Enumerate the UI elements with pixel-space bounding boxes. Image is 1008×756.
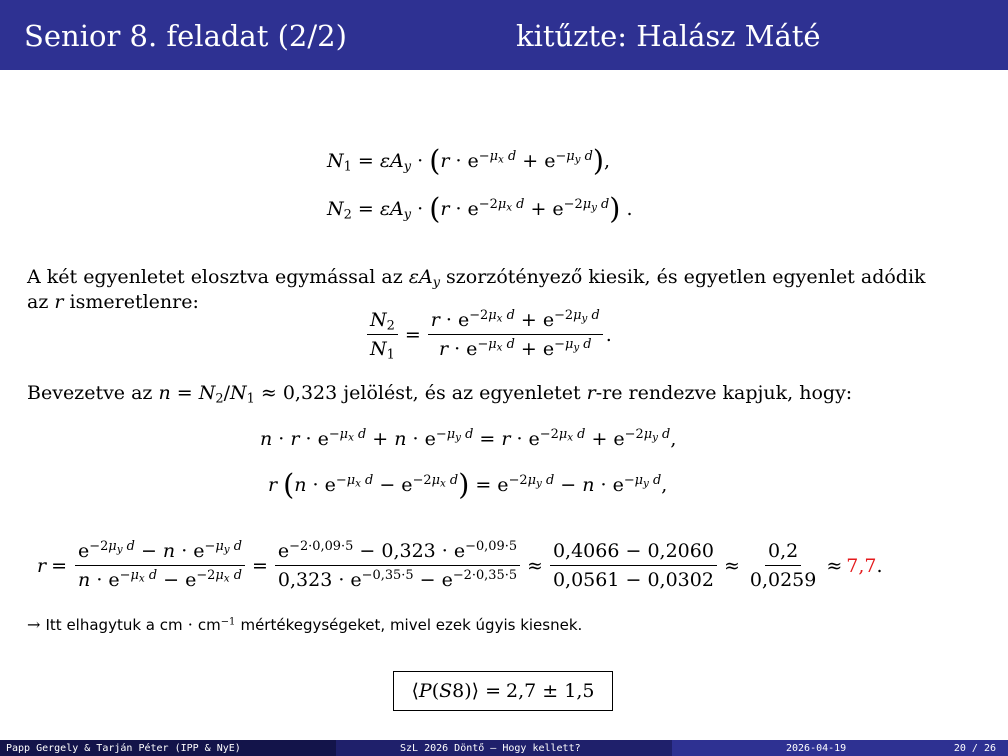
footer-authors: Papp Gergely & Tarján Péter (IPP & NyE) — [0, 740, 336, 756]
footer-date: 2026-04-19 — [786, 742, 847, 754]
footer-meta — [672, 740, 1008, 756]
slide-footer — [0, 740, 1008, 756]
simplified-numerator: 0,2 — [765, 540, 801, 566]
equation-result: r = $\frac{e^{-2\mu_y d} - n \cdot e^{-\mu_y d}}{n \cdot e^{-\mu_x d} - e^{-2\mu_x d}}$ = $\frac{e^{-2\cdot 0,09\cdot 5} - 0,323 \cdot e^{-0,09\cdot 5}}{0,323 \cdot e^{-0,35\cdot 5} - e^{-2\cdot 0,35\cdot 5}}$ ≈ $\frac{0,4066 - 0,2060}{0,0561 - 0,0302}$ ≈ $\frac{0,2}{0,0259}$ ≈ 7,7 . — [37, 538, 883, 591]
equation-rearranged-2: r $(n \cdot e^{-\mu_x d} - e^{-2\mu_x d}) = e^{-2\mu_y d} - n \cdot e^{-\mu_y d}$, — [268, 468, 668, 502]
paragraph-1-line-1: A két egyenletet elosztva egymással az $\varepsilon A_y$ szorzótényező kiesik, és egyetlen egyenlet adódik — [27, 266, 926, 291]
simplified-denominator: 0,0259 — [749, 569, 817, 591]
slide-author: kitűzte: Halász Máté — [516, 19, 821, 53]
result-value: 7,7 — [846, 554, 877, 577]
slide-title: Senior 8. feladat (2/2) — [24, 19, 347, 53]
footer-page-number: 20 / 26 — [953, 742, 996, 754]
final-answer-box: ⟨ P ( S 8)⟩ = 2,7 ± 1,5 — [393, 671, 613, 711]
equation-n2: $N_2 = \varepsilon A_y \cdot (r \cdot e^{-2\mu_x d} + e^{-2\mu_y d})$ . — [327, 192, 633, 226]
units-note: → Itt elhagytuk a cm · $cm^{-1}$ mértékegységeket, mivel ezek úgyis kiesnek. — [27, 615, 583, 634]
equation-n1: $N_1 = \varepsilon A_y \cdot (r \cdot e^{-\mu_x d} + e^{-\mu_y d})$, — [327, 144, 611, 178]
paragraph-1-line-2: az r ismeretlenre: — [27, 291, 199, 313]
paragraph-2: Bevezetve az $n = N_2/N_1 \approx 0,323$ jelölést, és az egyenletet r-re rendezve kapjuk, hogy: — [27, 382, 853, 407]
equation-rearranged-1: $n \cdot r \cdot e^{-\mu_x d} + n \cdot e^{-\mu_y d} = r \cdot e^{-2\mu_x d} + e^{-2\mu_y d}$, — [260, 426, 677, 450]
footer-event: SzL 2026 Döntő – Hogy kellett? — [336, 740, 672, 756]
slide-header — [0, 0, 1008, 70]
equation-ratio: $\frac{N_2}{N_1}$ = $\frac{r \cdot e^{-2\mu_x d} + e^{-2\mu_y d}}{r \cdot e^{-\mu_x d} + e^{-\mu_y d}}$ . — [364, 309, 612, 360]
